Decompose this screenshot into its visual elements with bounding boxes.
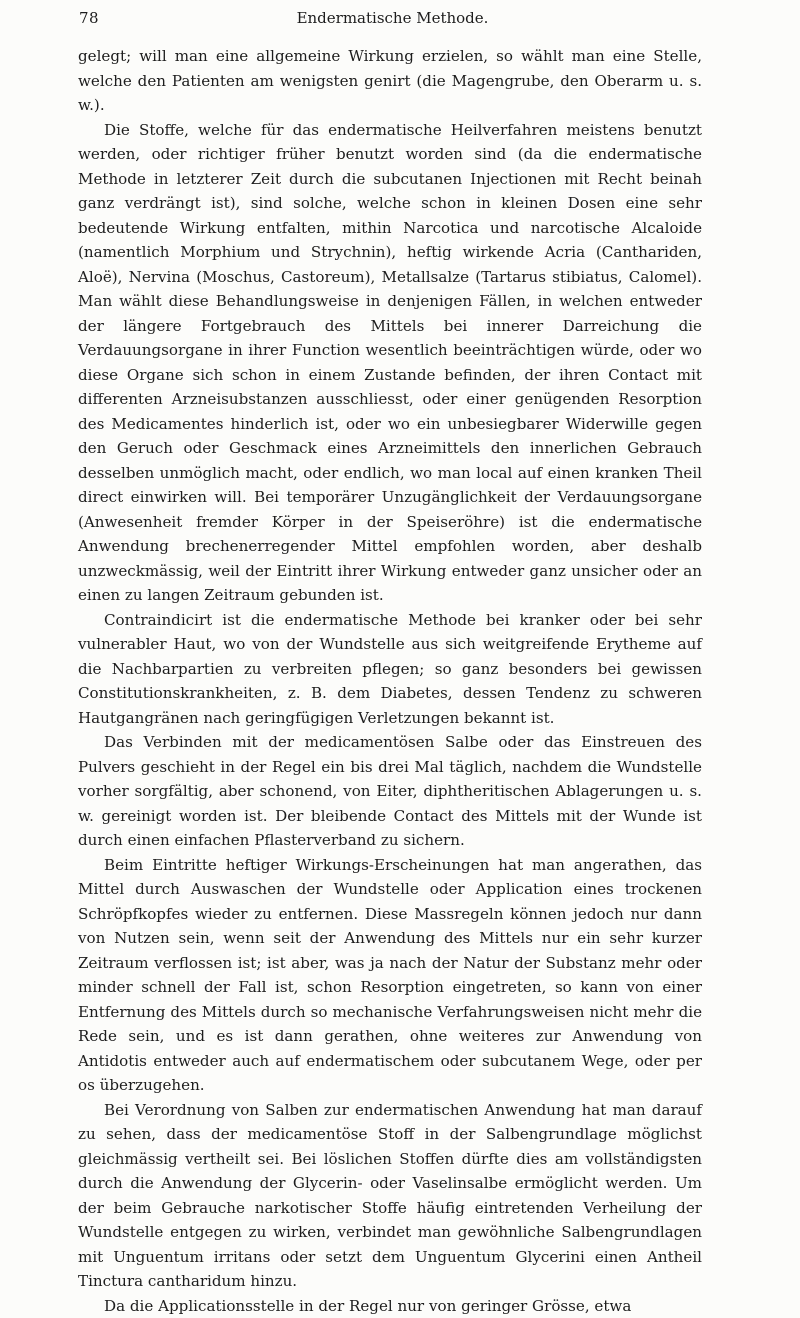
page-header <box>79 6 706 30</box>
body-text <box>78 44 702 1318</box>
paragraph-contraindications: Contraindicirt ist die endermatische Methode bei kranker oder bei sehr vulnerabler Haut, wo von der Wundstelle aus sich weitgreifende Erytheme auf die Nachbarpartien zu verbreiten pflegen; so ganz besonders bei gewissen Constitutionskrankheiten, z. B. dem Diabetes, dessen Tendenz zu schweren Hautgangränen nach geringfügigen Verletzungen bekannt ist. <box>78 608 702 731</box>
paragraph-substances: Die Stoffe, welche für das endermatische Heilverfahren meistens benutzt werden, oder richtiger früher benutzt worden sind (da die endermatische Methode in letzterer Zeit durch die subcutanen Injectionen mit Recht beinah ganz verdrängt ist), sind solche, welche schon in kleinen Dosen eine sehr bedeutende Wirkung entfalten, mithin Narcotica und narcotische Alcaloide (namentlich Morphium und Strychnin), heftig wirkende Acria (Canthariden, Aloë), Nervina (Moschus, Castoreum), Metallsalze (Tartarus stibiatus, Calomel). Man wählt diese Behandlungsweise in denjenigen Fällen, in welchen entweder der längere Fortgebrauch des Mittels bei innerer Darreichung die Verdauungsorgane in ihrer Function wesentlich beeinträchtigen würde, oder wo diese Organe sich schon in einem Zustande befinden, der ihren Contact mit differenten Arzneisubstanzen ausschliesst, oder einer genügenden Resorption des Medicamentes hinderlich ist, oder wo ein unbesiegbarer Widerwille gegen den Geruch oder Geschmack eines Arzneimittels den innerlichen Gebrauch desselben unmöglich macht, oder endlich, wo man local auf einen kranken Theil direct einwirken will. Bei temporärer Unzugänglichkeit der Verdauungsorgane (Anwesenheit fremder Körper in der Speiseröhre) ist die endermatische Anwendung brechenerregender Mittel empfohlen worden, aber deshalb unzweckmässig, weil der Eintritt ihrer Wirkung entweder ganz unsicher oder an einen zu langen Zeitraum gebunden ist. <box>78 118 702 608</box>
page-number: 78 <box>79 6 99 30</box>
paragraph-adverse-effects: Beim Eintritte heftiger Wirkungs-Erscheinungen hat man angerathen, das Mittel durch Auswaschen der Wundstelle oder Application eines trockenen Schröpfkopfes wieder zu entfernen. Diese Massregeln können jedoch nur dann von Nutzen sein, wenn seit der Anwendung des Mittels nur ein sehr kurzer Zeitraum verflossen ist; ist aber, was ja nach der Natur der Substanz mehr oder minder schnell der Fall ist, schon Resorption eingetreten, so kann von einer Entfernung des Mittels durch so mechanische Verfahrungsweisen nicht mehr die Rede sein, und es ist dann gerathen, ohne weiteres zur Anwendung von Antidotis entweder auch auf endermatischem oder subcutanem Wege, oder per os überzugehen. <box>78 853 702 1098</box>
paragraph-continuation: gelegt; will man eine allgemeine Wirkung erzielen, so wählt man eine Stelle, welche den Patienten am wenigsten genirt (die Magengrube, den Oberarm u. s. w.). <box>78 44 702 118</box>
paragraph-salves: Bei Verordnung von Salben zur endermatischen Anwendung hat man darauf zu sehen, dass der medicamentöse Stoff in der Salbengrundlage möglichst gleichmässig vertheilt sei. Bei löslichen Stoffen dürfte dies am vollständigsten durch die Anwendung der Glycerin- oder Vaselinsalbe ermöglicht werden. Um der beim Gebrauche narkotischer Stoffe häufig eintretenden Verheilung der Wundstelle entgegen zu wirken, verbindet man gewöhnliche Salbengrundlagen mit Unguentum irritans oder setzt dem Unguentum Glycerini einen Antheil Tinctura cantharidum hinzu. <box>78 1098 702 1294</box>
paragraph-dressing: Das Verbinden mit der medicamentösen Salbe oder das Einstreuen des Pulvers geschieht in der Regel ein bis drei Mal täglich, nachdem die Wundstelle vorher sorgfältig, aber schonend, von Eiter, diphtheritischen Ablagerungen u. s. w. gereinigt worden ist. Der bleibende Contact des Mittels mit der Wunde ist durch einen einfachen Pflasterverband zu sichern. <box>78 730 702 853</box>
paragraph-application-site: Da die Applicationsstelle in der Regel nur von geringer Grösse, etwa <box>78 1294 702 1318</box>
running-title: Endermatische Methode. <box>79 6 706 30</box>
